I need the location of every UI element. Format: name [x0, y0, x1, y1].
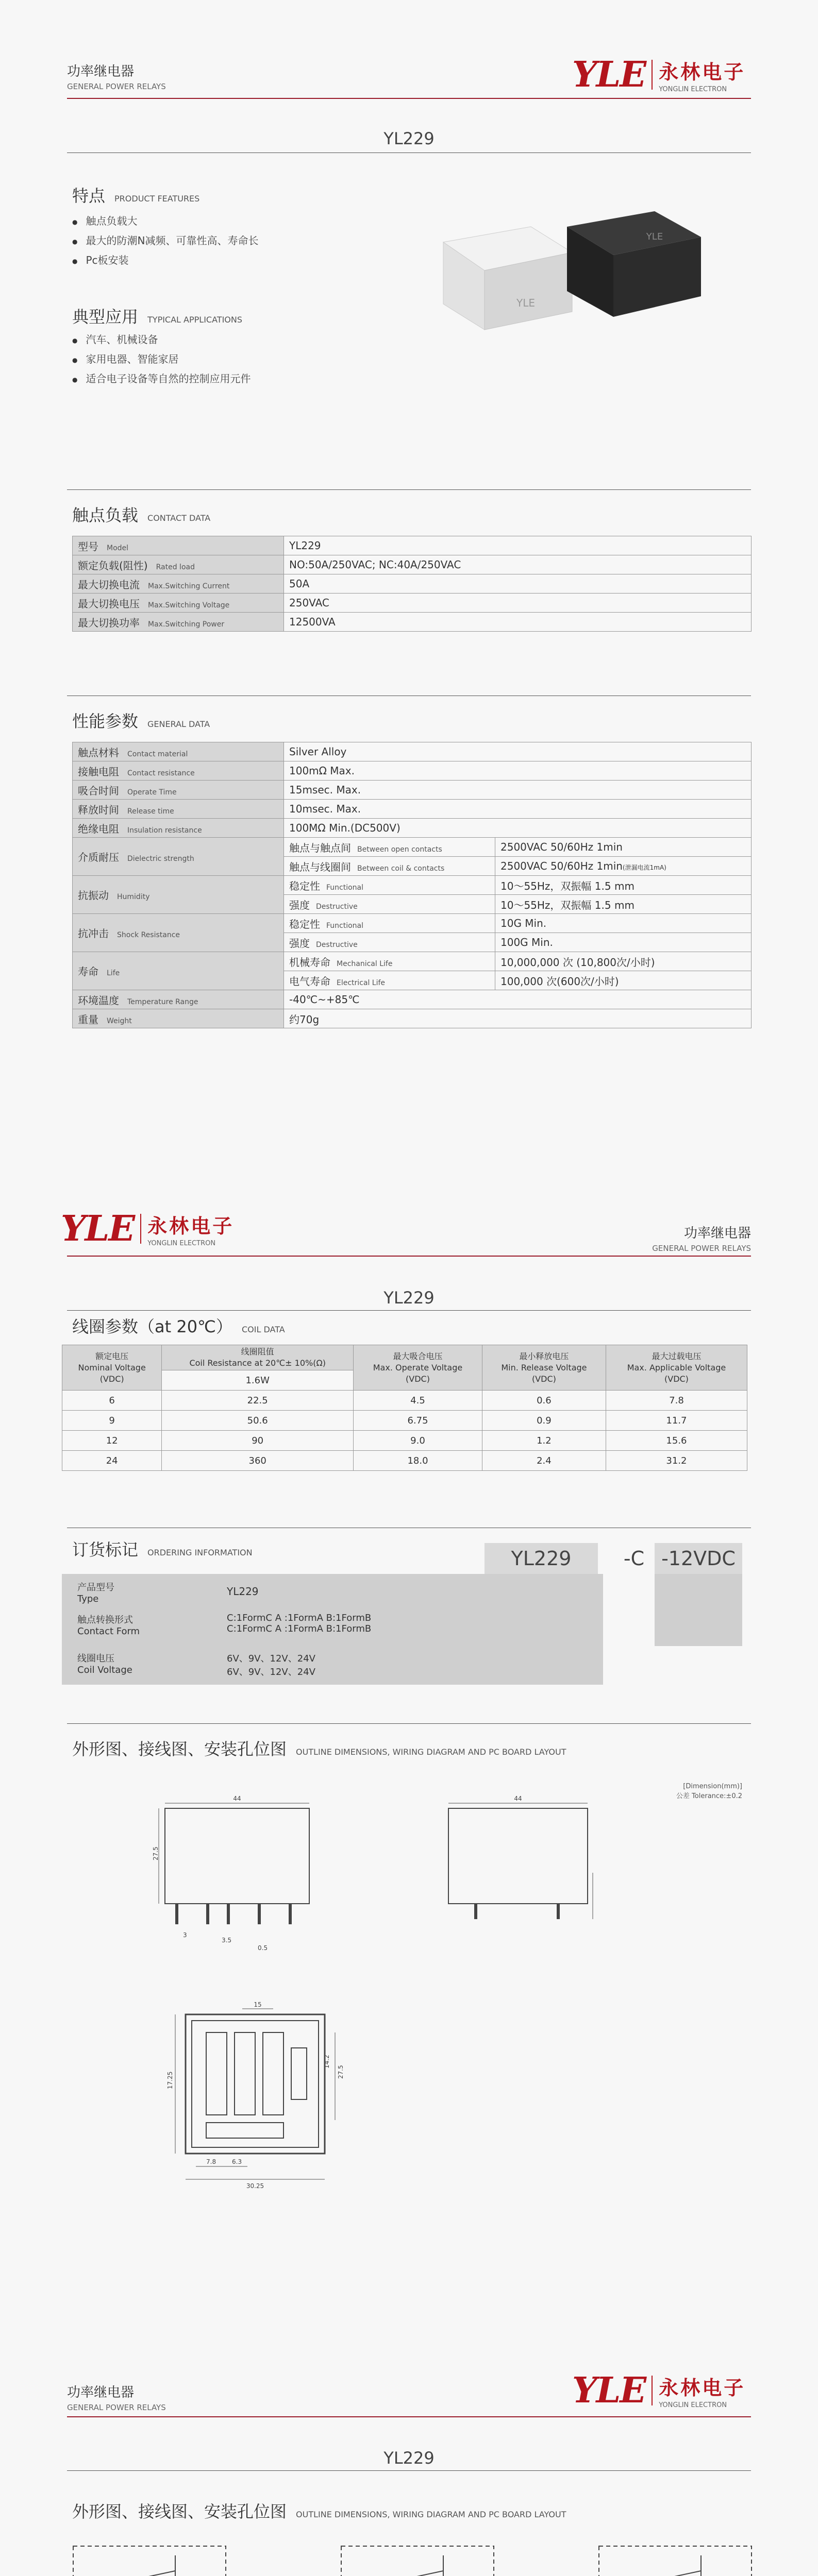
page-1 — [0, 0, 818, 1157]
table-row: 抗振动 Humidity 稳定性 Functional 10～55Hz，双振幅 1.5 mm — [73, 876, 752, 895]
pcb-layout — [165, 2002, 361, 2192]
dim-label: 7.8 — [206, 2158, 216, 2165]
outline-title: 外形图、接线图、安装孔位图 OUTLINE DIMENSIONS, WIRING DIAGRAM AND PC BOARD LAYOUT — [72, 1739, 566, 1759]
contact-title: 触点负载 CONTACT DATA — [72, 505, 211, 525]
table-row: 接触电阻 Contact resistance 100mΩ Max. — [73, 761, 752, 781]
table-row: 释放时间 Release time 10msec. Max. — [73, 800, 752, 819]
table-row: 额定负载(阻性) Rated load NO:50A/250VAC; NC:40A/250VAC — [73, 555, 752, 574]
brand-en: YONGLIN ELECTRON — [659, 86, 727, 93]
outline-side-view — [443, 1795, 598, 1940]
contact-table — [72, 536, 752, 632]
list-item: ● Pc板安装 — [72, 250, 258, 270]
page-2: YLE 永林电子 YONGLIN ELECTRON 功率继电器 GENERAL POWER RELAYS YL229 线圈参数（at 20℃） COIL DATA 额定电压 Nominal Voltage (VDC) 线圈阻值 Coil Resistance at 20℃± 10%(Ω) 最大吸合电压 Max. Operate Voltage (VDC) 最小释放电压 Min. Release Voltage (VDC) 最大过载电压 Max. Applicable Voltage (VDC) 1.6W 6 22.5 4.5 0.6 7.8 9 50.6 6.75 0.9 11.7 12 90 9.0 1.2 15.6 24 360 18.0 2.4 31.2 订货标记 ORDERING INFORMATION YL229 -C -12VDC 产品型号 Type YL229 触点转换形式 Contact Form C:1FormC A :1FormA B:1FormB C:1FormC A :1FormA B:1FormB 线圈电压 Coil Voltage 6V、9V、12V、24V 6V、9V、12V、24V 外形图、接线图、安装孔位图 OUTLINE DIMENSIONS, WIRING DIAGRAM AND PC BOARD LAYOUT [Dimension(mm)] 公差 Tolerance:±0.2 44 27.5 3 3.5 0.5 44 15 17.25 27.5 14.2 7.8 6.3 30.25 — [0, 1157, 818, 2313]
dim-label: 27.5 — [337, 2065, 344, 2079]
table-row: 12 90 9.0 1.2 15.6 — [62, 1431, 747, 1451]
table-header: 额定电压 Nominal Voltage (VDC) 线圈阻值 Coil Resistance at 20℃± 10%(Ω) 最大吸合电压 Max. Operate Voltage (VDC) 最小释放电压 Min. Release Voltage (VDC) 最大过载电压 Max. Applicable Voltage (VDC) — [62, 1345, 747, 1370]
table-row: 最大切换功率 Max.Switching Power 12500VA — [73, 613, 752, 632]
product-photo — [433, 196, 722, 340]
table-row: 寿命 Life 机械寿命 Mechanical Life 10,000,000 次 (10,800次/小时) — [73, 952, 752, 971]
table-row: 6 22.5 4.5 0.6 7.8 — [62, 1391, 747, 1411]
logo-text: YLE — [572, 54, 646, 95]
applications-title: 典型应用 TYPICAL APPLICATIONS — [72, 307, 243, 327]
unit-note: [Dimension(mm)] 公差 Tolerance:±0.2 — [676, 1783, 742, 1800]
table-row: 9 50.6 6.75 0.9 11.7 — [62, 1411, 747, 1431]
table-row: 最大切换电流 Max.Switching Current 50A — [73, 574, 752, 594]
table-row: 触点与线圈间 Between coil & contacts 2500VAC 50/60Hz 1min(泄漏电流1mA) — [73, 857, 752, 876]
dim-label: 27.5 — [152, 1846, 159, 1860]
features-list — [72, 211, 258, 270]
ordering-title: 订货标记 ORDERING INFORMATION — [72, 1540, 253, 1560]
model-title: YL229 — [383, 129, 435, 148]
table-row: 触点材料 Contact material Silver Alloy — [73, 742, 752, 761]
page-header: 功率继电器 GENERAL POWER RELAYS — [67, 2385, 166, 2412]
table-row: 强度 Destructive 10～55Hz，双振幅 1.5 mm — [73, 895, 752, 914]
table-row: 介质耐压 Dielectric strength 触点与触点间 Between open contacts 2500VAC 50/60Hz 1min — [73, 838, 752, 857]
dim-label: 3.5 — [222, 1937, 232, 1944]
table-row: 抗冲击 Shock Resistance 稳定性 Functional 10G Min. — [73, 914, 752, 933]
table-row: 绝缘电阻 Insulation resistance 100MΩ Min.(DC500V) — [73, 819, 752, 838]
model-divider — [67, 152, 751, 153]
table-row: 重量 Weight 约70g — [73, 1009, 752, 1028]
table-row: 电气寿命 Electrical Life 100,000 次(600次/小时) — [73, 971, 752, 990]
list-item: ● 触点负载大 — [72, 211, 258, 231]
ordering-code: YL229 -C -12VDC — [485, 1543, 742, 1574]
table-row: 最大切换电压 Max.Switching Voltage 250VAC — [73, 594, 752, 613]
svg-text:YLE: YLE — [516, 297, 535, 309]
dim-label: 0.5 — [258, 1944, 268, 1952]
dim-label: 44 — [233, 1795, 241, 1802]
wiring-title: 外形图、接线图、安装孔位图 OUTLINE DIMENSIONS, WIRING DIAGRAM AND PC BOARD LAYOUT — [72, 2502, 566, 2521]
ordering-box: 产品型号 Type YL229 触点转换形式 Contact Form C:1FormC A :1FormA B:1FormB C:1FormC A :1FormA B:1FormB 线圈电压 Coil Voltage 6V、9V、12V、24V 6V、9V、12V、24V — [62, 1574, 603, 1685]
dim-label: 44 — [514, 1795, 522, 1802]
features-title: 特点 PRODUCT FEATURES — [72, 186, 200, 206]
list-item: ● 适合电子设备等自然的控制应用元件 — [72, 369, 251, 388]
table-row: 强度 Destructive 100G Min. — [73, 933, 752, 952]
brand-logo: YLE 永林电子 YONGLIN ELECTRON — [572, 2370, 746, 2411]
header-en: GENERAL POWER RELAYS — [67, 82, 166, 91]
header-divider — [67, 98, 751, 99]
applications-list — [72, 330, 251, 388]
wiring-diagram-c — [598, 2545, 753, 2576]
list-item: ● 家用电器、智能家居 — [72, 349, 251, 369]
coil-title: 线圈参数（at 20℃） COIL DATA — [72, 1317, 285, 1336]
coil-table: 额定电压 Nominal Voltage (VDC) 线圈阻值 Coil Resistance at 20℃± 10%(Ω) 最大吸合电压 Max. Operate Voltage (VDC) 最小释放电压 Min. Release Voltage (VDC) 最大过载电压 Max. Applicable Voltage (VDC) 1.6W 6 22.5 4.5 0.6 7.8 9 50.6 6.75 0.9 11.7 12 90 9.0 1.2 15.6 24 360 18.0 2.4 31.2 — [62, 1345, 747, 1471]
brand-logo — [572, 54, 745, 95]
table-row: 型号 Model YL229 — [73, 536, 752, 555]
svg-text:YLE: YLE — [646, 231, 663, 242]
table-row: 24 360 18.0 2.4 31.2 — [62, 1451, 747, 1471]
wiring-diagram-a — [72, 2545, 227, 2576]
page-header: 功率继电器 GENERAL POWER RELAYS — [652, 1226, 751, 1253]
list-item: ● 最大的防潮N减频、可靠性高、寿命长 — [72, 231, 258, 250]
brand-logo: YLE 永林电子 YONGLIN ELECTRON — [61, 1208, 235, 1249]
outline-front-view — [152, 1795, 325, 1971]
table-row: 吸合时间 Operate Time 15msec. Max. — [73, 781, 752, 800]
dim-label: 3 — [183, 1931, 187, 1939]
dim-label: 30.25 — [246, 2182, 264, 2190]
list-item: ● 汽车、机械设备 — [72, 330, 251, 349]
dim-label: 17.25 — [166, 2071, 174, 2089]
header-cn: 功率继电器 — [67, 64, 135, 79]
general-table — [72, 742, 752, 1028]
general-title: 性能参数 GENERAL DATA — [72, 711, 210, 731]
brand-cn: 永林电子 — [659, 61, 746, 83]
dim-label: 6.3 — [232, 2158, 242, 2165]
table-row: 环境温度 Temperature Range -40℃~+85℃ — [73, 990, 752, 1009]
wiring-diagram-b — [340, 2545, 495, 2576]
dim-label: 15 — [254, 2001, 262, 2008]
page-3: 功率继电器 GENERAL POWER RELAYS YLE 永林电子 YONGLIN ELECTRON YL229 外形图、接线图、安装孔位图 OUTLINE DIMENSIONS, WIRING DIAGRAM AND PC BOARD LAYOUT — [0, 2313, 818, 2576]
dim-label: 14.2 — [323, 2055, 330, 2069]
